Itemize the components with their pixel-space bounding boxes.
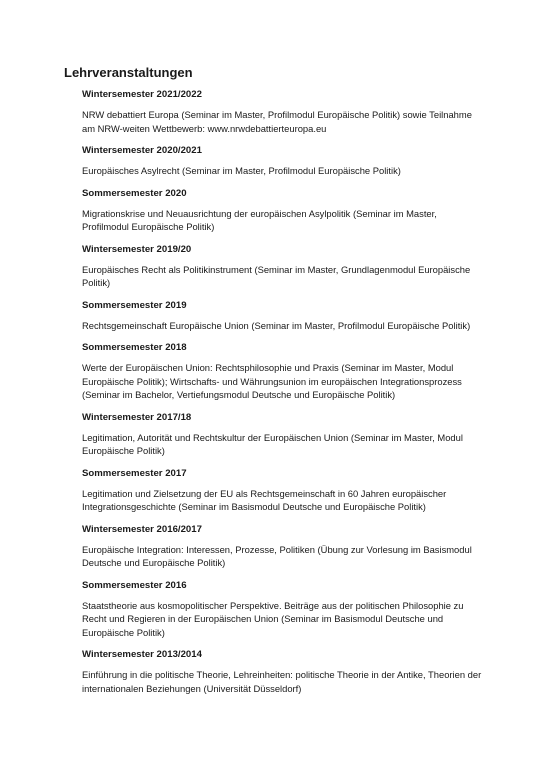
course-description xyxy=(82,543,472,570)
course-description xyxy=(82,319,472,333)
course-text-line: Deutsche und Europäische Politik) xyxy=(82,557,226,568)
course-text-line: Rechtsgemeinschaft Europäische Union (Seminar im Master, Profilmodul Europäische Politik) xyxy=(82,319,471,331)
semester-entry xyxy=(82,187,472,234)
course-text-line: Integrationsgeschichte (Seminar im Basismodul Deutsche und Europäische Politik) xyxy=(82,501,426,512)
semester-entry xyxy=(82,243,472,290)
semester-term: Wintersemester 2020/2021 xyxy=(82,145,202,156)
course-text-line: Migrationskrise und Neuausrichtung der europäischen Asylpolitik (Seminar im Master, xyxy=(82,207,437,219)
semester-term: Wintersemester 2019/20 xyxy=(82,243,192,255)
course-text-line: Europäisches Recht als Politikinstrument (Seminar im Master, Grundlagenmodul Europäische xyxy=(82,263,471,275)
course-text-line: Europäische Politik); Wirtschafts- und Währungsunion im europäischen Integrationsprozess xyxy=(82,375,462,387)
course-text-line: Werte der Europäischen Union: Rechtsphilosophie und Praxis (Seminar im Master, Modul xyxy=(82,362,454,373)
semester-entry xyxy=(82,88,472,135)
course-text-line: (Seminar im Bachelor, Vertiefungsmodul Deutsche und Europäische Politik) xyxy=(82,389,396,400)
semester-term: Wintersemester 2021/2022 xyxy=(82,89,202,100)
course-description xyxy=(82,207,472,234)
course-description xyxy=(82,361,472,402)
semester-entry xyxy=(82,411,472,458)
semester-entry xyxy=(82,299,472,333)
course-text-line: Profilmodul Europäische Politik) xyxy=(82,221,215,232)
semester-entry xyxy=(82,144,472,178)
course-text-line: Europäisches Asylrecht (Seminar im Master, Profilmodul Europäische Politik) xyxy=(82,165,401,176)
course-text-line: Europäische Politik) xyxy=(82,626,165,638)
page-heading: Lehrveranstaltungen xyxy=(64,65,193,80)
semester-entry xyxy=(82,341,472,402)
course-description xyxy=(82,263,472,290)
course-description xyxy=(82,487,472,514)
course-text-line: Legitimation, Autorität und Rechtskultur der Europäischen Union (Seminar im Master, Modul xyxy=(82,431,463,443)
semester-term: Sommersemester 2020 xyxy=(82,187,187,199)
course-text-line: Staatstheorie aus kosmopolitischer Perspektive. Beiträge aus der politischen Philosophie zu xyxy=(82,599,464,611)
semester-entry xyxy=(82,467,472,514)
semester-term: Sommersemester 2018 xyxy=(82,342,187,353)
semester-term: Wintersemester 2013/2014 xyxy=(82,649,202,660)
course-text-line: Recht und Regieren in der Europäischen Union (Seminar im Basismodul Deutsche und xyxy=(82,613,444,624)
course-description xyxy=(82,599,472,640)
course-description xyxy=(82,668,482,695)
semester-entry xyxy=(82,648,482,695)
course-text-line: Einführung in die politische Theorie, Lehreinheiten: politische Theorie in der Antike, Theorien der xyxy=(82,669,482,680)
course-text-line: Politik) xyxy=(82,277,111,288)
semester-term: Sommersemester 2017 xyxy=(82,467,187,479)
course-description xyxy=(82,431,472,458)
course-text-line: am NRW-weiten Wettbewerb: www.nrwdebattierteuropa.eu xyxy=(82,122,327,134)
semester-term: Wintersemester 2017/18 xyxy=(82,411,192,423)
semester-term: Sommersemester 2016 xyxy=(82,579,187,591)
semester-entry xyxy=(82,523,472,570)
course-text-line: Europäische Politik) xyxy=(82,445,165,456)
semester-term: Sommersemester 2019 xyxy=(82,299,187,311)
semester-term: Wintersemester 2016/2017 xyxy=(82,523,202,535)
course-text-line: Legitimation und Zielsetzung der EU als Rechtsgemeinschaft in 60 Jahren europäischer xyxy=(82,487,447,499)
course-description xyxy=(82,108,472,135)
course-text-line: NRW debattiert Europa (Seminar im Master, Profilmodul Europäische Politik) sowie Teilnahme xyxy=(82,109,472,120)
semester-entry xyxy=(82,579,472,640)
course-description xyxy=(82,164,472,178)
course-text-line: Europäische Integration: Interessen, Prozesse, Politiken (Übung zur Vorlesung im Basismodul xyxy=(82,543,472,555)
course-text-line: internationalen Beziehungen (Universität Düsseldorf) xyxy=(82,682,302,694)
semester-list xyxy=(82,88,482,704)
